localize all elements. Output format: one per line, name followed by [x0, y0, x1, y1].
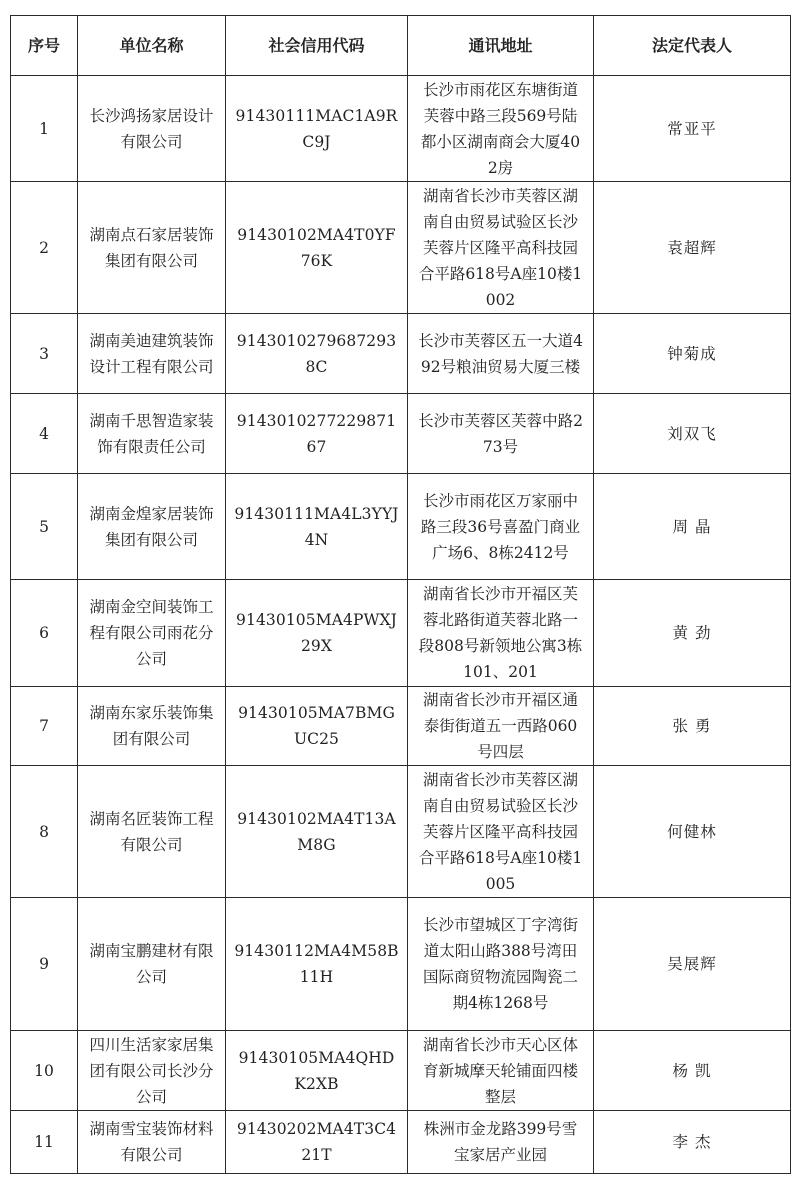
legal-rep: 刘双飞 [594, 394, 791, 474]
table-row [11, 766, 791, 898]
address: 湖南省长沙市芙蓉区湖南自由贸易试验区长沙芙蓉片区隆平高科技园合平路618号A座10楼1005 [408, 766, 594, 898]
credit-code: 91430102MA4T13AM8G [226, 766, 408, 898]
address: 株洲市金龙路399号雪宝家居产业园 [408, 1111, 594, 1174]
table-row [11, 898, 791, 1031]
credit-code: 91430102796872938C [226, 314, 408, 394]
credit-code: 91430105MA4QHDK2XB [226, 1031, 408, 1111]
legal-rep: 李 杰 [594, 1111, 791, 1174]
credit-code: 91430111MAC1A9RC9J [226, 76, 408, 182]
table-row [11, 76, 791, 182]
table-row [11, 314, 791, 394]
row-index: 3 [11, 314, 78, 394]
address: 长沙市望城区丁字湾街道太阳山路388号湾田国际商贸物流园陶瓷二期4栋1268号 [408, 898, 594, 1031]
legal-rep: 周 晶 [594, 474, 791, 580]
row-index: 1 [11, 76, 78, 182]
table-row [11, 1031, 791, 1111]
company-name: 四川生活家家居集团有限公司长沙分公司 [78, 1031, 226, 1111]
address: 长沙市芙蓉区芙蓉中路273号 [408, 394, 594, 474]
company-name: 湖南千思智造家装饰有限责任公司 [78, 394, 226, 474]
company-name: 湖南东家乐装饰集团有限公司 [78, 687, 226, 766]
company-name: 湖南名匠装饰工程有限公司 [78, 766, 226, 898]
address: 湖南省长沙市开福区通泰街街道五一西路060号四层 [408, 687, 594, 766]
company-name: 长沙鸿扬家居设计有限公司 [78, 76, 226, 182]
credit-code: 91430105MA4PWXJ29X [226, 580, 408, 687]
row-index: 8 [11, 766, 78, 898]
table-row [11, 474, 791, 580]
legal-rep: 袁超辉 [594, 182, 791, 314]
row-index: 10 [11, 1031, 78, 1111]
company-name: 湖南宝鹏建材有限公司 [78, 898, 226, 1031]
legal-rep: 何健林 [594, 766, 791, 898]
company-name: 湖南金煌家居装饰集团有限公司 [78, 474, 226, 580]
legal-rep: 黄 劲 [594, 580, 791, 687]
company-table [10, 15, 791, 1174]
row-index: 2 [11, 182, 78, 314]
table-row [11, 394, 791, 474]
header-credit-code: 社会信用代码 [226, 16, 408, 76]
address: 湖南省长沙市芙蓉区湖南自由贸易试验区长沙芙蓉片区隆平高科技园合平路618号A座10楼1002 [408, 182, 594, 314]
header-index: 序号 [11, 16, 78, 76]
table-row [11, 182, 791, 314]
row-index: 5 [11, 474, 78, 580]
header-company-name: 单位名称 [78, 16, 226, 76]
address: 长沙市雨花区万家丽中路三段36号喜盈门商业广场6、8栋2412号 [408, 474, 594, 580]
header-legal-rep: 法定代表人 [594, 16, 791, 76]
credit-code: 91430111MA4L3YYJ4N [226, 474, 408, 580]
credit-code: 91430102MA4T0YF76K [226, 182, 408, 314]
row-index: 9 [11, 898, 78, 1031]
row-index: 6 [11, 580, 78, 687]
address: 长沙市芙蓉区五一大道492号粮油贸易大厦三楼 [408, 314, 594, 394]
company-name: 湖南金空间装饰工程有限公司雨花分公司 [78, 580, 226, 687]
legal-rep: 吴展辉 [594, 898, 791, 1031]
address: 长沙市雨花区东塘街道芙蓉中路三段569号陆都小区湖南商会大厦402房 [408, 76, 594, 182]
legal-rep: 杨 凯 [594, 1031, 791, 1111]
credit-code: 914301027722987167 [226, 394, 408, 474]
legal-rep: 常亚平 [594, 76, 791, 182]
row-index: 7 [11, 687, 78, 766]
legal-rep: 张 勇 [594, 687, 791, 766]
company-name: 湖南雪宝装饰材料有限公司 [78, 1111, 226, 1174]
row-index: 11 [11, 1111, 78, 1174]
table-row [11, 687, 791, 766]
company-name: 湖南美迪建筑装饰设计工程有限公司 [78, 314, 226, 394]
address: 湖南省长沙市天心区体育新城摩天轮铺面四楼整层 [408, 1031, 594, 1111]
table-body [11, 76, 791, 1174]
credit-code: 91430112MA4M58B11H [226, 898, 408, 1031]
address: 湖南省长沙市开福区芙蓉北路街道芙蓉北路一段808号新领地公寓3栋101、201 [408, 580, 594, 687]
header-address: 通讯地址 [408, 16, 594, 76]
header-row [11, 16, 791, 76]
company-name: 湖南点石家居装饰集团有限公司 [78, 182, 226, 314]
table-row [11, 1111, 791, 1174]
credit-code: 91430105MA7BMGUC25 [226, 687, 408, 766]
credit-code: 91430202MA4T3C421T [226, 1111, 408, 1174]
table-row [11, 580, 791, 687]
row-index: 4 [11, 394, 78, 474]
legal-rep: 钟菊成 [594, 314, 791, 394]
